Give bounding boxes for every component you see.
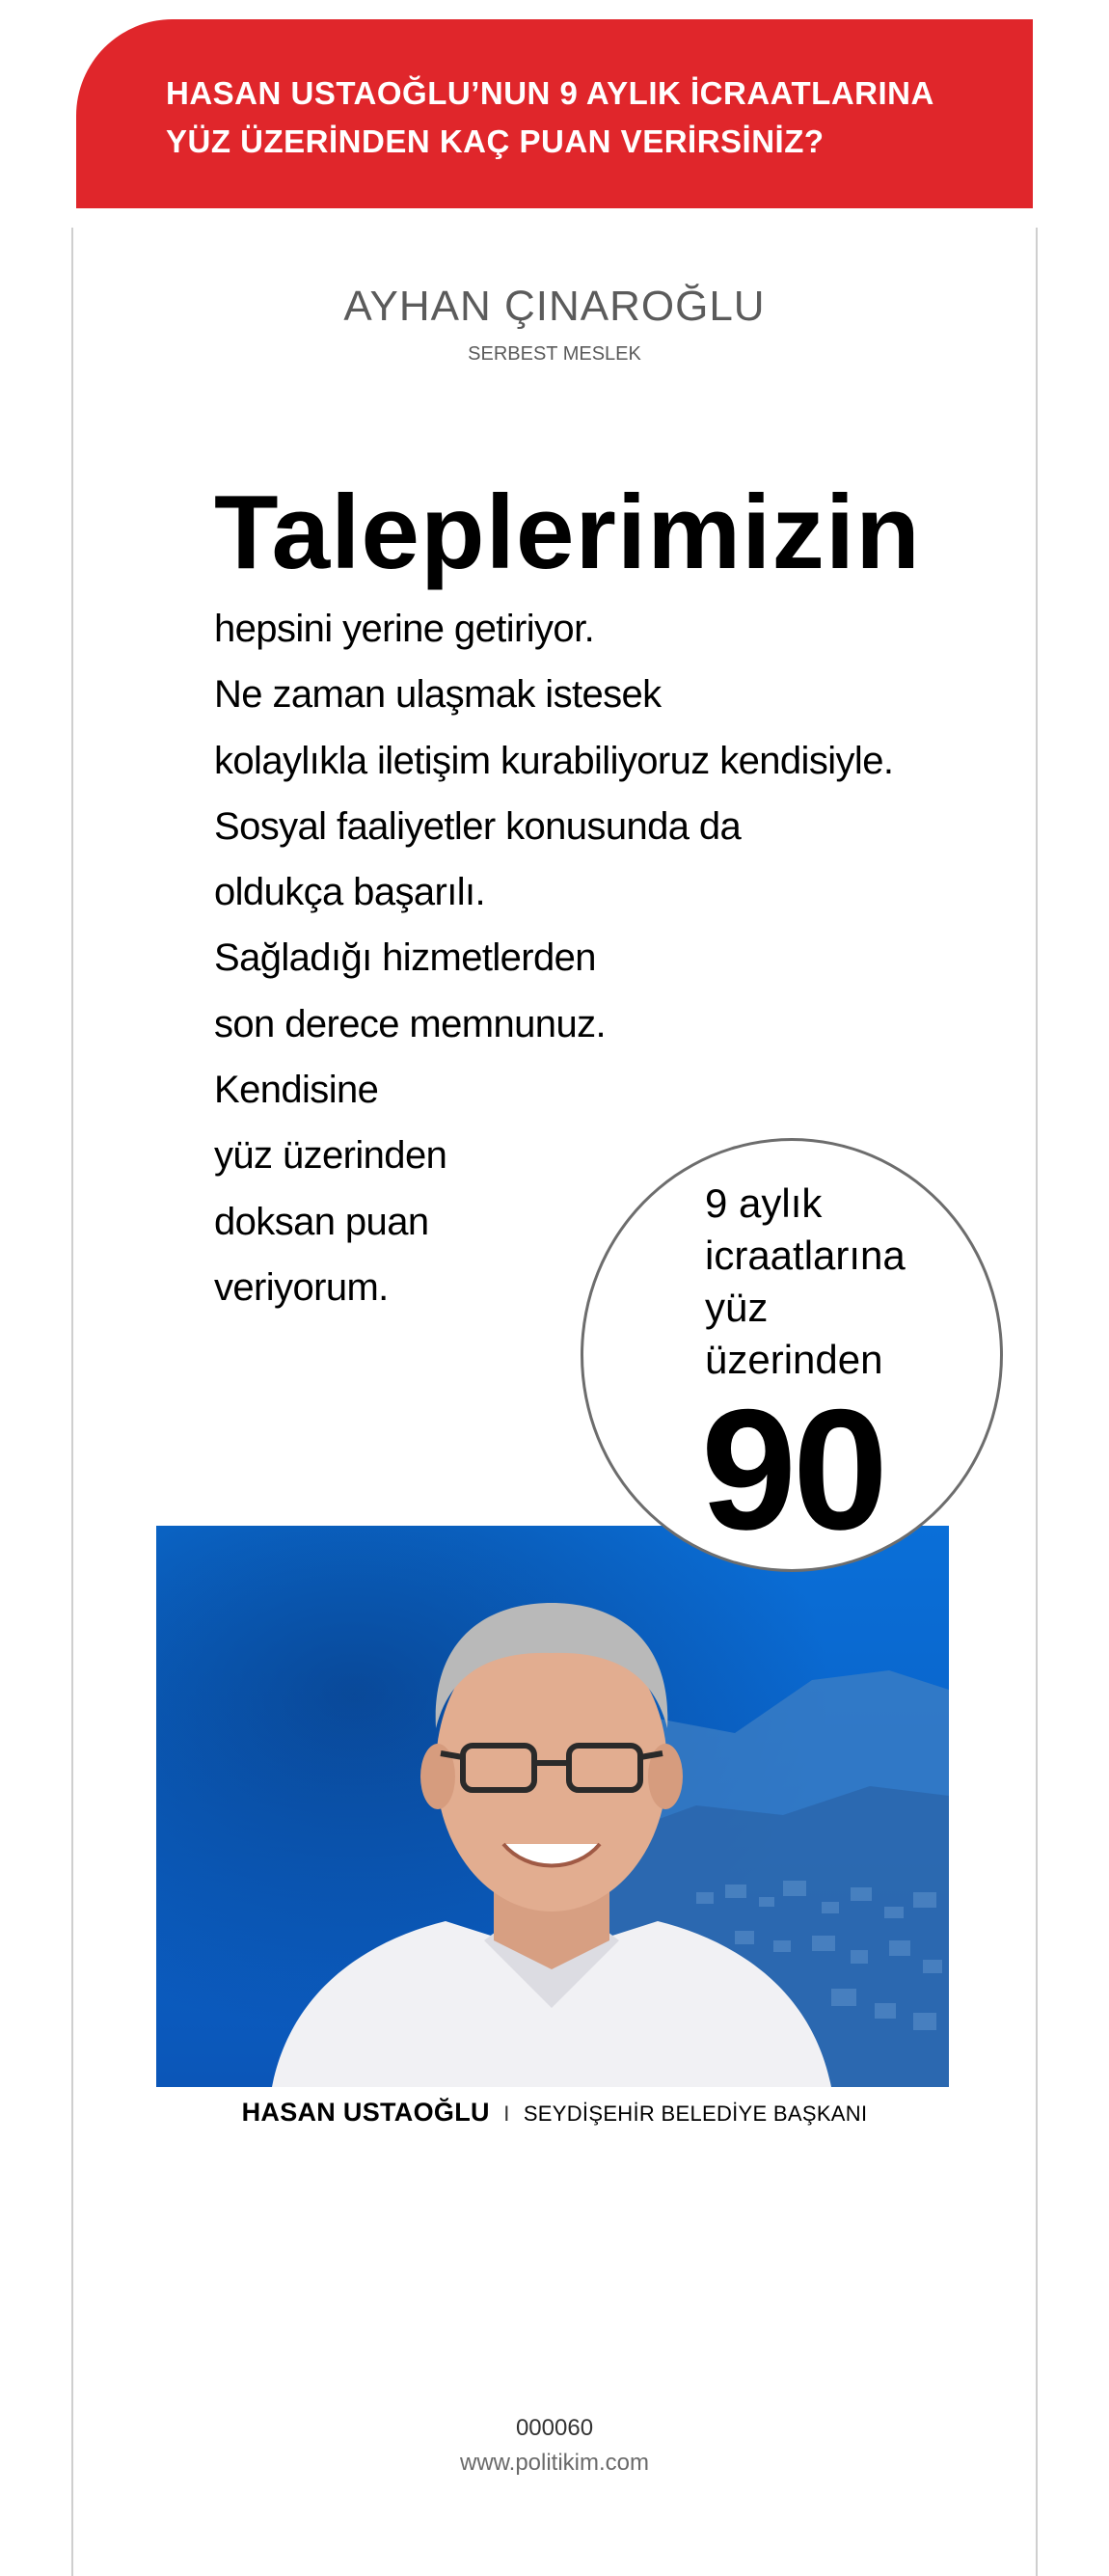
body-line: oldukça başarılı.	[214, 871, 486, 914]
photo-caption	[0, 2098, 1109, 2128]
page-border-left	[71, 228, 73, 2576]
author-name: AYHAN ÇINAROĞLU	[343, 283, 766, 330]
score-label-line: yüz	[705, 1285, 769, 1330]
body-line: Kendisine	[214, 1069, 379, 1112]
body-line: hepsini yerine getiriyor.	[214, 608, 595, 650]
score-label-line: icraatlarına	[705, 1233, 906, 1278]
caption-separator: I	[503, 2101, 510, 2126]
body-line: yüz üzerinden	[214, 1134, 447, 1178]
body-line: Ne zaman ulaşmak istesek	[214, 673, 662, 717]
score-label-line: üzerinden	[705, 1337, 883, 1382]
body-line: kolaylıkla iletişim kurabiliyoruz kendisiyle.	[214, 739, 894, 782]
mayor-photo	[156, 1526, 949, 2087]
banner-line-2: YÜZ ÜZERİNDEN KAÇ PUAN VERİRSİNİZ?	[166, 123, 825, 159]
banner-line-1: HASAN USTAOĞLU’NUN 9 AYLIK İCRAATLARINA	[166, 75, 934, 111]
body-line: Sosyal faaliyetler konusunda da	[214, 804, 742, 848]
author-role: SERBEST MESLEK	[468, 343, 641, 365]
body-line: son derece memnunuz.	[214, 1002, 607, 1045]
article-headline: Taleplerimizin	[214, 474, 921, 591]
score-value: 90	[701, 1373, 884, 1565]
score-label-line: 9 aylık	[705, 1180, 823, 1226]
score-badge	[581, 1138, 1003, 1572]
page-border-right	[1036, 228, 1038, 2576]
footer-website: www.politikim.com	[459, 2450, 650, 2476]
caption-title: SEYDİŞEHİR BELEDİYE BAŞKANI	[523, 2101, 868, 2126]
body-line: veriyorum.	[214, 1265, 389, 1309]
body-line: doksan puan	[214, 1200, 429, 1243]
caption-name: HASAN USTAOĞLU	[241, 2098, 490, 2127]
question-banner	[76, 19, 1033, 208]
footer-code: 000060	[515, 2415, 594, 2441]
body-line: Sağladığı hizmetlerden	[214, 936, 596, 980]
mayor-portrait-illustration	[156, 1526, 949, 2087]
